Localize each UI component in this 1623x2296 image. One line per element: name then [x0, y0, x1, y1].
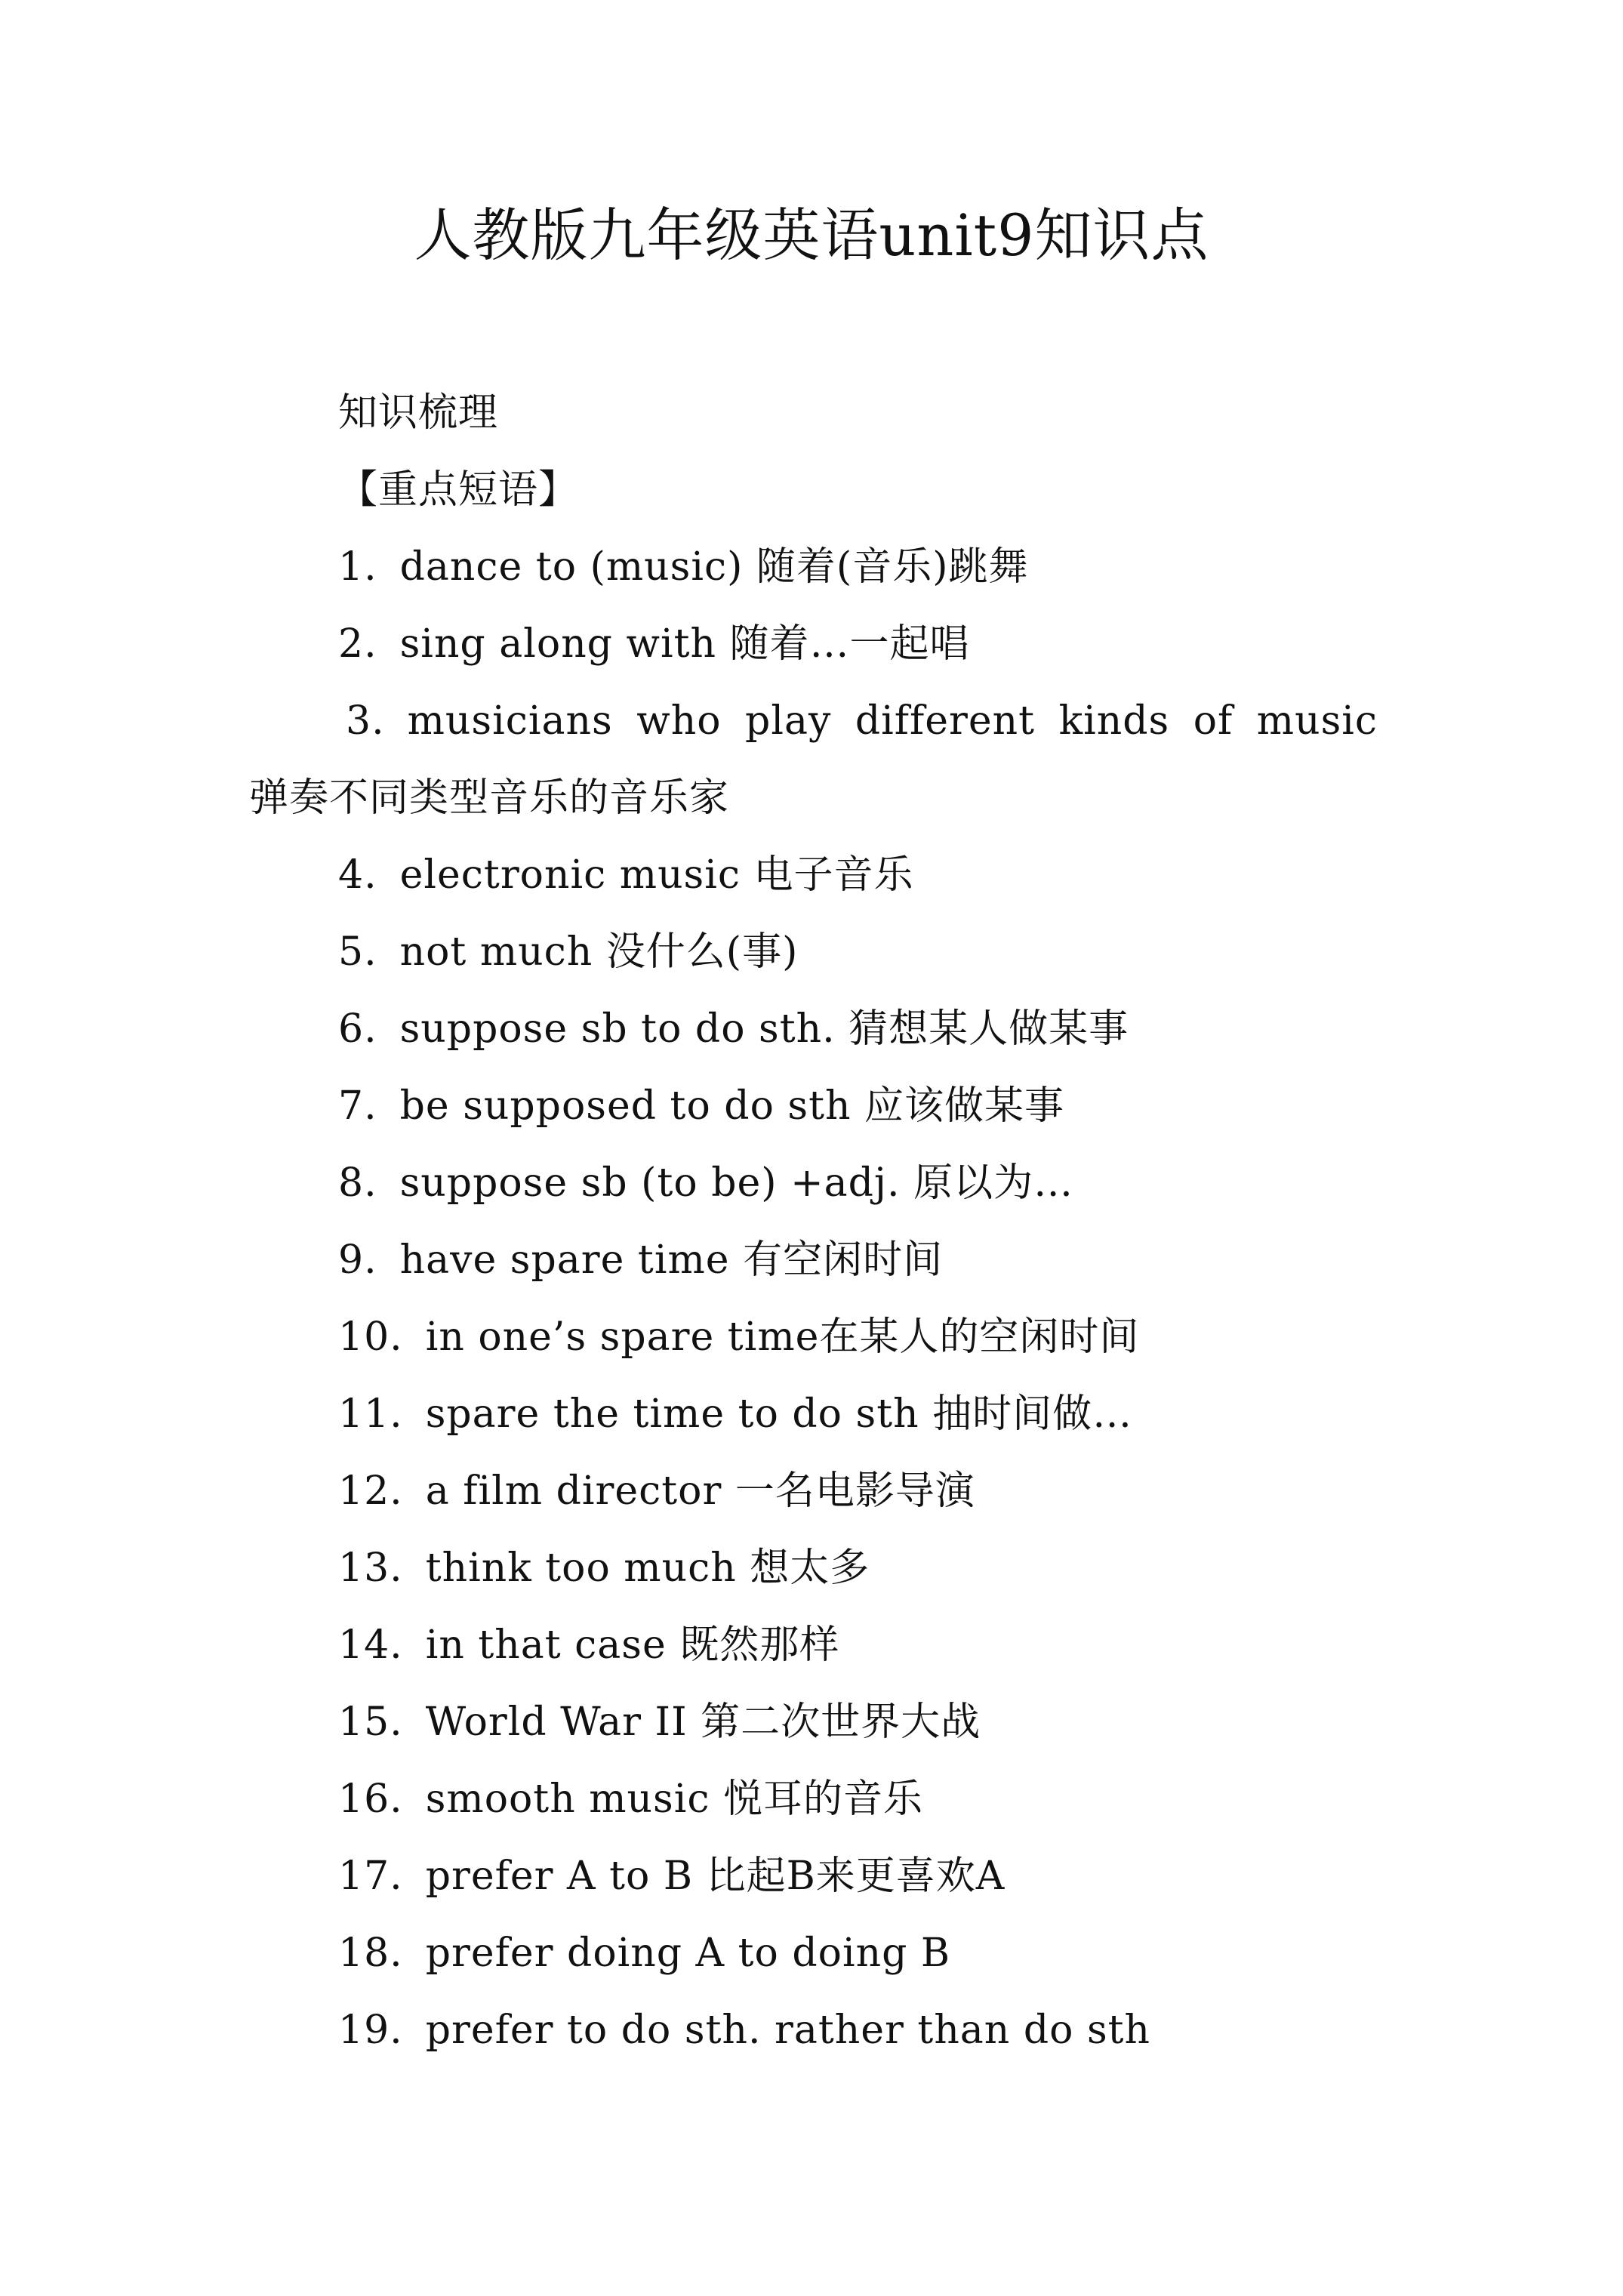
- phrase-text: electronic music 电子音乐: [399, 852, 914, 898]
- phrase-item: [338, 849, 914, 901]
- phrase-number: 10.: [338, 1314, 403, 1360]
- phrase-number: 11.: [338, 1391, 403, 1437]
- phrase-item: [338, 1773, 923, 1826]
- phrase-item: [338, 1850, 1005, 1903]
- phrase-number: 17.: [338, 1854, 403, 1899]
- phrase-item: [338, 1465, 975, 1518]
- phrase-number: 2.: [338, 621, 377, 667]
- phrase-text: smooth music 悦耳的音乐: [425, 1777, 923, 1822]
- phrase-number: 6.: [338, 1006, 377, 1052]
- phrase-number: 12.: [338, 1469, 403, 1514]
- phrase-item: [338, 1157, 1073, 1210]
- phrase-number: 1.: [338, 544, 377, 590]
- phrase-text: not much 没什么(事): [399, 929, 799, 975]
- phrase-number: 9.: [338, 1237, 377, 1283]
- page-title: 人教版九年级英语unit9知识点: [414, 202, 1209, 269]
- phrase-text: think too much 想太多: [425, 1546, 870, 1591]
- phrase-text: prefer to do sth. rather than do sth: [425, 2008, 1151, 2053]
- phrase-item: [338, 2004, 1150, 2057]
- phrase-text: dance to (music) 随着(音乐)跳舞: [399, 544, 1029, 590]
- phrase-text: in one’s spare time在某人的空闲时间: [425, 1314, 1140, 1360]
- phrase-text: suppose sb (to be) +adj. 原以为…: [399, 1160, 1074, 1206]
- phrase-text: in that case 既然那样: [425, 1623, 840, 1668]
- phrase-number: 8.: [338, 1160, 377, 1206]
- phrase-number: 7.: [338, 1083, 377, 1129]
- phrase-continuation: 弹奏不同类型音乐的音乐家: [249, 775, 730, 821]
- phrase-number: 3.: [346, 698, 385, 744]
- phrase-text: sing along with 随着…一起唱: [399, 621, 970, 667]
- phrase-item: [338, 1311, 1139, 1364]
- phrase-text: prefer doing A to doing B: [425, 1931, 951, 1976]
- phrase-text: suppose sb to do sth. 猜想某人做某事: [399, 1006, 1129, 1052]
- phrase-number: 16.: [338, 1777, 403, 1822]
- phrase-item: [338, 1927, 950, 1980]
- phrase-text: World War II 第二次世界大战: [425, 1700, 981, 1745]
- phrase-number: 15.: [338, 1700, 403, 1745]
- phrase-number: 14.: [338, 1623, 403, 1668]
- phrase-text: prefer A to B 比起B来更喜欢A: [425, 1854, 1006, 1899]
- phrase-item: [338, 1542, 870, 1595]
- phrase-item: [338, 1619, 839, 1672]
- phrase-item: [338, 1696, 981, 1749]
- phrase-item: [338, 926, 798, 978]
- phrase-number: 4.: [338, 852, 377, 898]
- phrase-number: 18.: [338, 1931, 403, 1976]
- phrase-number: 13.: [338, 1546, 403, 1591]
- phrase-text: be supposed to do sth 应该做某事: [399, 1083, 1065, 1129]
- phrase-item: [338, 1234, 943, 1287]
- phrase-text: have spare time 有空闲时间: [399, 1237, 944, 1283]
- phrase-item: [338, 1080, 1064, 1133]
- phrase-item: [338, 1388, 1132, 1441]
- phrase-item: [338, 618, 970, 670]
- subsection-heading: 【重点短语】: [338, 467, 579, 513]
- phrase-number: 5.: [338, 929, 377, 975]
- phrase-text: spare the time to do sth 抽时间做…: [425, 1391, 1133, 1437]
- phrase-item: [346, 695, 1378, 747]
- phrase-item: [338, 1003, 1129, 1056]
- phrase-text: a film director 一名电影导演: [425, 1469, 975, 1514]
- phrase-item: [338, 541, 1028, 593]
- phrase-number: 19.: [338, 2008, 403, 2053]
- phrase-text: musicians who play different kinds of music: [407, 698, 1378, 744]
- section-heading: 知识梳理: [338, 390, 499, 436]
